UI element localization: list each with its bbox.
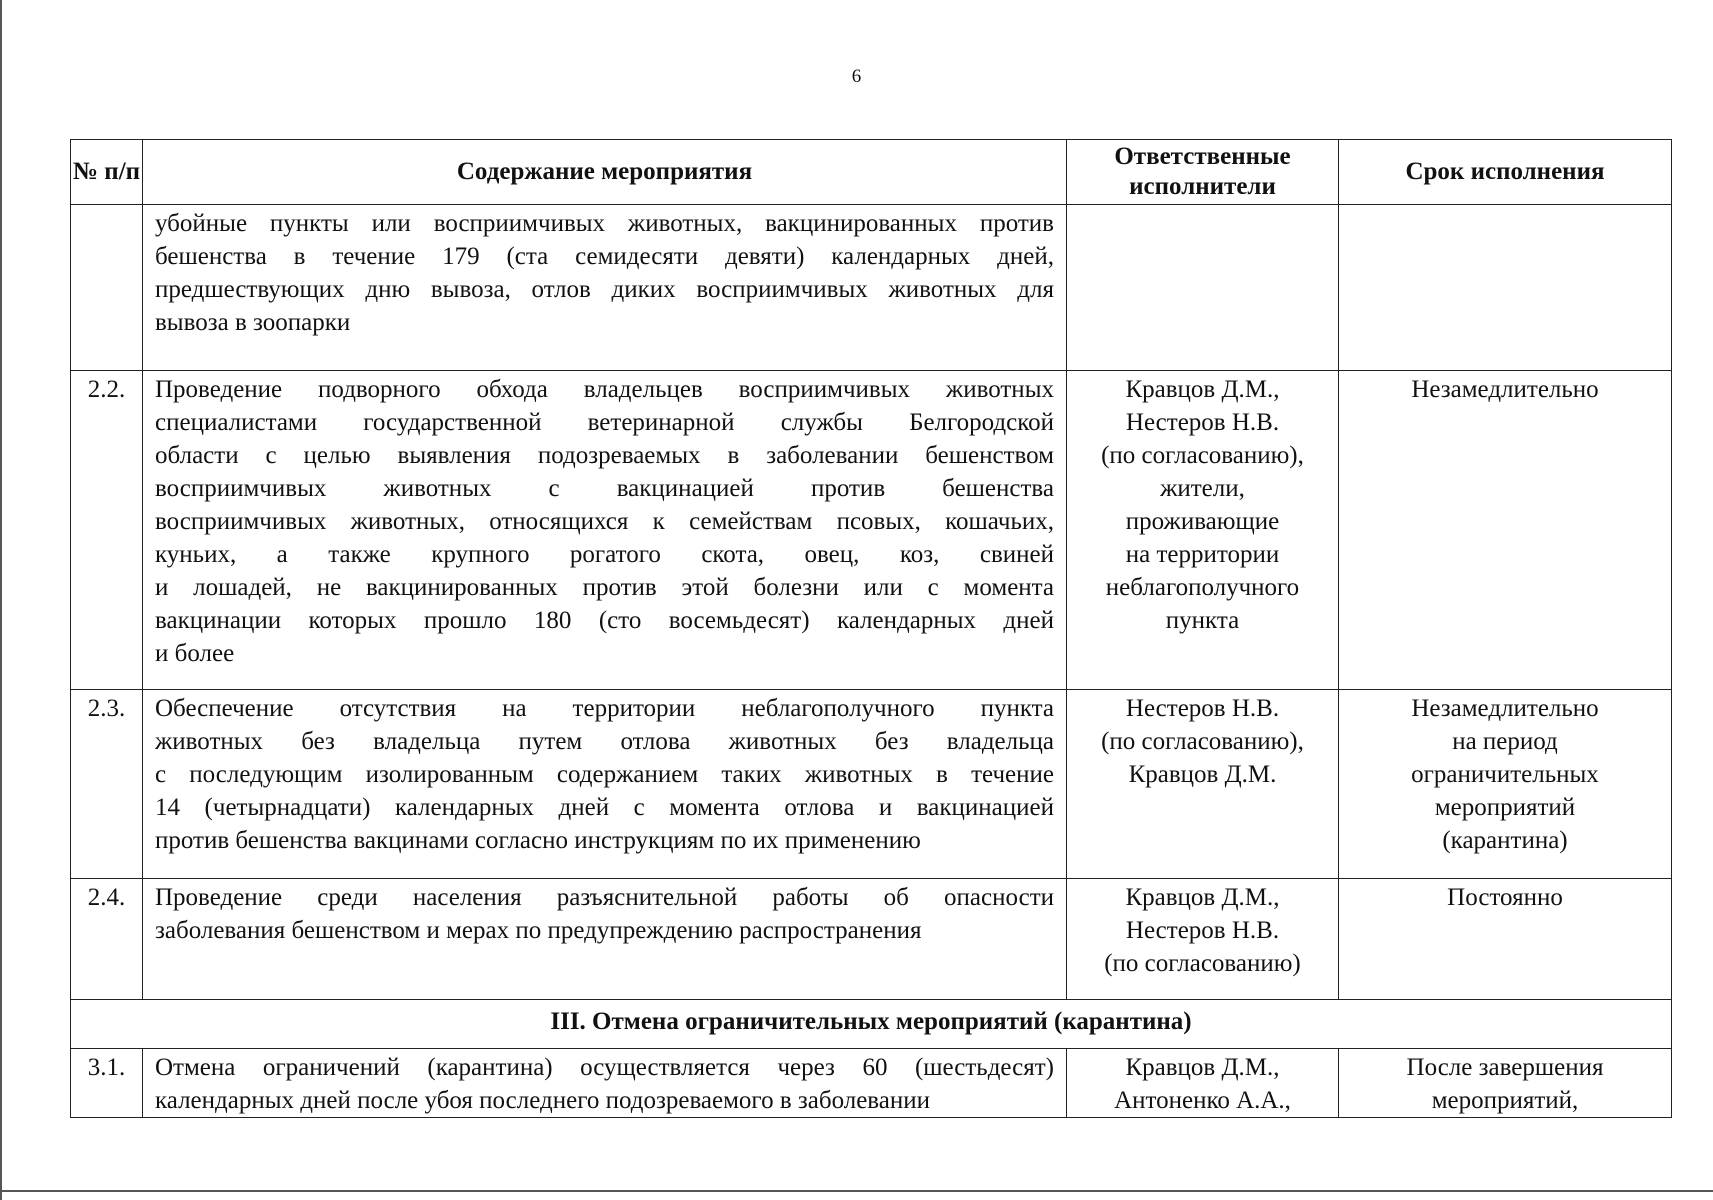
page-number: 6 xyxy=(851,66,862,87)
cell-content: Обеспечение отсутствия на территории неблагополучного пункта животных без владельца путем отлова животных без владельца с последующим изолированным содержанием таких животных в течение 14 (четырнадцати) календарных дней с момента отлова и вакцинацией против бешенства вакцинами согласно инструкциям по их применению xyxy=(143,690,1067,879)
measures-table xyxy=(70,139,1672,1118)
cell-responsible xyxy=(1067,205,1339,371)
section-row xyxy=(71,1000,1672,1049)
table-row xyxy=(71,690,1672,879)
cell-content: Отмена ограничений (карантина) осуществляется через 60 (шестьдесят) календарных дней после убоя последнего подозреваемого в заболевании xyxy=(143,1049,1067,1118)
page-bottom-edge xyxy=(0,1190,1713,1192)
cell-content: Проведение среди населения разъяснительной работы об опасности заболевания бешенством и мерах по предупреждению распространения xyxy=(143,879,1067,1000)
table-row-continuation xyxy=(71,205,1672,371)
cell-deadline xyxy=(1339,205,1672,371)
header-deadline: Срок исполнения xyxy=(1339,140,1672,205)
header-responsible: Ответственные исполнители xyxy=(1067,140,1339,205)
cell-num: 2.2. xyxy=(71,371,143,690)
table-row xyxy=(71,1049,1672,1118)
cell-deadline: Постоянно xyxy=(1339,879,1672,1000)
cell-content: убойные пункты или восприимчивых животных, вакцинированных против бешенства в течение 179 (ста семидесяти девяти) календарных дней, предшествующих дню вывоза, отлов диких восприимчивых животных для вывоза в зоопарки xyxy=(143,205,1067,371)
cell-responsible: Кравцов Д.М., Нестеров Н.В. (по согласованию) xyxy=(1067,879,1339,1000)
cell-num: 2.4. xyxy=(71,879,143,1000)
header-content: Содержание мероприятия xyxy=(143,140,1067,205)
cell-responsible: Нестеров Н.В. (по согласованию), Кравцов Д.М. xyxy=(1067,690,1339,879)
cell-deadline: После завершения мероприятий, xyxy=(1339,1049,1672,1118)
section-title: III. Отмена ограничительных мероприятий (карантина) xyxy=(71,1000,1672,1049)
page-left-edge xyxy=(0,0,2,1200)
cell-responsible: Кравцов Д.М., Нестеров Н.В. (по согласованию), жители, проживающие на территории неблагополучного пункта xyxy=(1067,371,1339,690)
table-row xyxy=(71,371,1672,690)
cell-num xyxy=(71,205,143,371)
cell-responsible: Кравцов Д.М., Антоненко А.А., xyxy=(1067,1049,1339,1118)
table-header-row xyxy=(71,140,1672,205)
cell-deadline: Незамедлительно xyxy=(1339,371,1672,690)
cell-num: 3.1. xyxy=(71,1049,143,1118)
cell-deadline: Незамедлительно на период ограничительных мероприятий (карантина) xyxy=(1339,690,1672,879)
header-num: № п/п xyxy=(71,140,143,205)
cell-num: 2.3. xyxy=(71,690,143,879)
cell-content: Проведение подворного обхода владельцев восприимчивых животных специалистами государственной ветеринарной службы Белгородской области с целью выявления подозреваемых в заболевании бешенством восприимчивых животных с вакцинацией против бешенства восприимчивых животных, относящихся к семействам псовых, кошачьих, куньих, а также крупного рогатого скота, овец, коз, свиней и лошадей, не вакцинированных против этой болезни или с момента вакцинации которых прошло 180 (сто восемьдесят) календарных дней и более xyxy=(143,371,1067,690)
table-row xyxy=(71,879,1672,1000)
